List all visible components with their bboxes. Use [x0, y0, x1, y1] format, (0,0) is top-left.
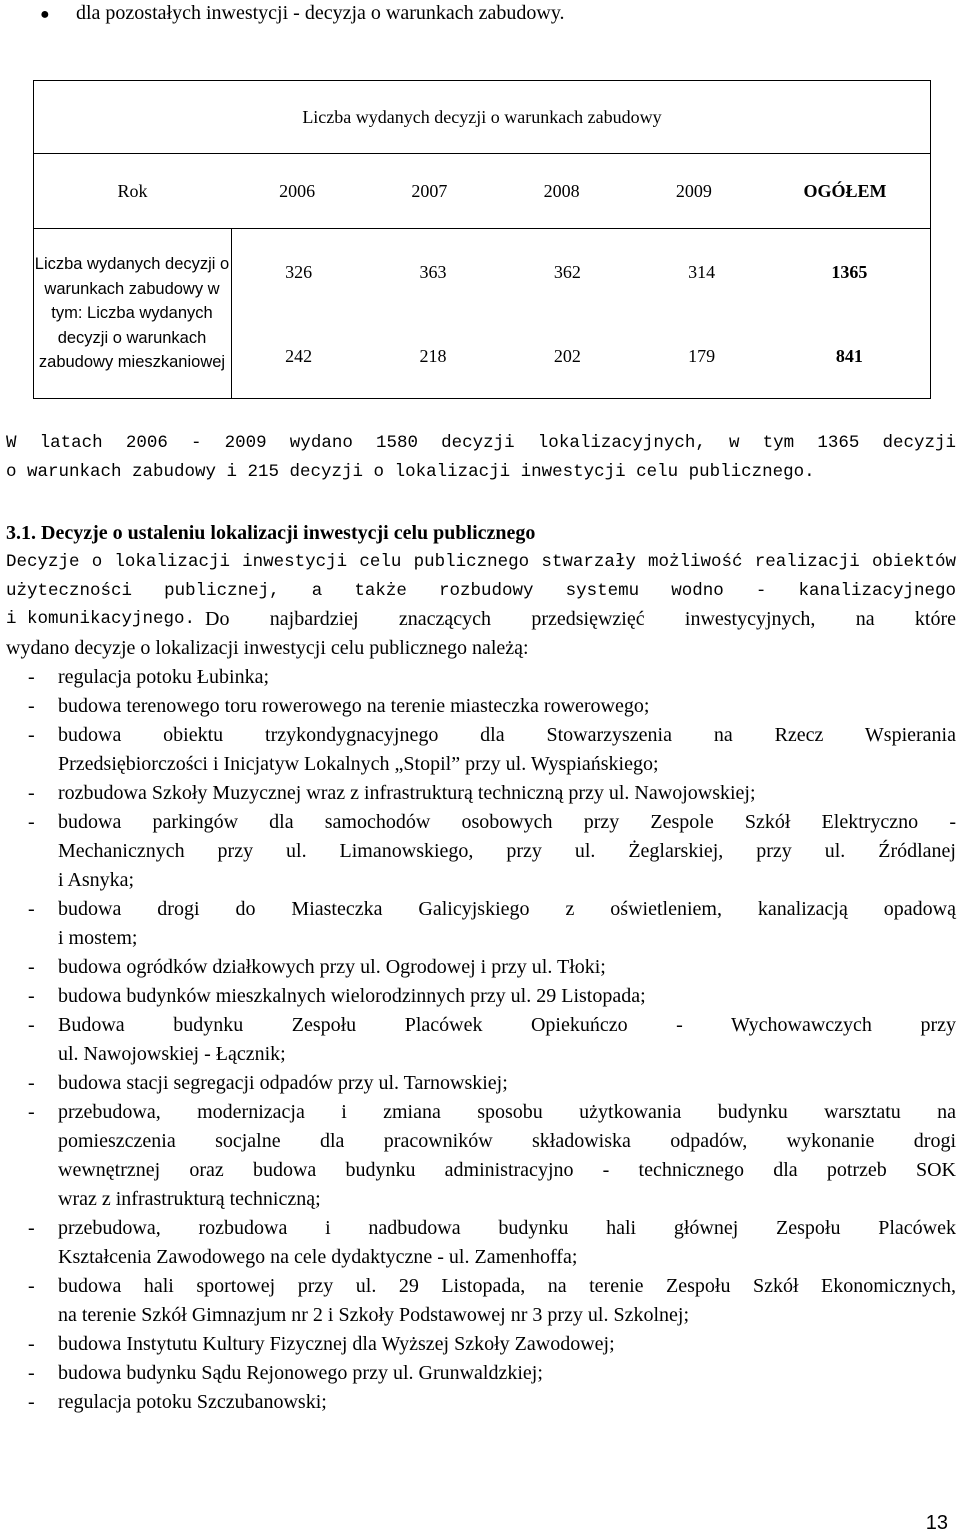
- section-heading: 3.1. Decyzje o ustaleniu lokalizacji inwestycji celu publicznego: [6, 522, 536, 544]
- list-item: [28, 1214, 956, 1272]
- list-item: [28, 779, 956, 808]
- section-line-1: Decyzje o lokalizacji inwestycji celu publicznego stwarzały możliwość realizacji obiektów: [6, 552, 956, 572]
- bullet-dot-icon: ●: [40, 6, 50, 23]
- list-dash: -: [28, 898, 35, 920]
- list-dash: -: [28, 724, 35, 746]
- section-line-3-serif: Do najbardziej znaczących przedsięwzięć inwestycyjnych, na które: [205, 608, 956, 630]
- list-item-text: [58, 1011, 956, 1069]
- list-item-line: budowa hali sportowej przy ul. 29 Listopada, na terenie Zespołu Szkół Ekonomicznych,: [58, 1275, 956, 1297]
- list-item-text: [58, 1098, 956, 1214]
- cell-value: 362: [553, 261, 581, 282]
- list-item-text: [58, 895, 956, 953]
- section-line-3: [6, 605, 956, 634]
- list-item: [28, 1330, 956, 1359]
- list-dash: -: [28, 1217, 35, 1239]
- list-dash: -: [28, 985, 35, 1007]
- list-dash: -: [28, 782, 35, 804]
- list-item-line: Budowa budynku Zespołu Placówek Opiekuńczo - Wychowawczych przy: [58, 1014, 956, 1036]
- list-item-line: budowa Instytutu Kultury Fizycznej dla Wyższej Szkoły Zawodowej;: [58, 1333, 615, 1355]
- list-dash: -: [28, 695, 35, 717]
- list-item-line: wewnętrznej oraz budowa budynku administracyjno - technicznego dla potrzeb SOK: [58, 1159, 956, 1181]
- list-item-line: Przedsiębiorczości i Inicjatyw Lokalnych „Stopil” przy ul. Wyspiańskiego;: [58, 753, 659, 775]
- summary-line-2: o warunkach zabudowy i 215 decyzji o lokalizacji inwestycji celu publicznego.: [6, 462, 815, 482]
- list-dash: -: [28, 811, 35, 833]
- list-item: [28, 953, 956, 982]
- decisions-table: [33, 80, 931, 399]
- page-number: 13: [925, 1512, 948, 1534]
- list-dash: -: [28, 1362, 35, 1384]
- intro-bullet: [40, 0, 565, 28]
- list-item-line: pomieszczenia socjalne dla pracowników składowiska odpadów, wykonanie drogi: [58, 1130, 956, 1152]
- list-item-line: budowa obiektu trzykondygnacyjnego dla Stowarzyszenia na Rzecz Wspierania: [58, 724, 956, 746]
- summary-line-1: W latach 2006 - 2009 wydano 1580 decyzji lokalizacyjnych, w tym 1365 decyzji: [6, 433, 956, 453]
- list-item-line: budowa budynku Sądu Rejonowego przy ul. Grunwaldzkiej;: [58, 1362, 543, 1384]
- list-item: [28, 1011, 956, 1069]
- header-year: Rok: [34, 154, 232, 229]
- list-item: [28, 1388, 956, 1417]
- list-dash: -: [28, 1333, 35, 1355]
- row-label: Liczba wydanych decyzji o warunkach zabudowy w tym: Liczba wydanych decyzji o warunkach zabudowy mieszkaniowej: [34, 255, 230, 372]
- cell-value: 326: [285, 261, 313, 282]
- table-row: [232, 230, 931, 314]
- list-item: [28, 1272, 956, 1330]
- header-total: OGÓŁEM: [760, 154, 931, 229]
- list-item-text: [58, 721, 956, 779]
- list-dash: -: [28, 1391, 35, 1413]
- list-item: [28, 895, 956, 953]
- list-item-text: [58, 1388, 956, 1417]
- cell-value: 314: [688, 261, 716, 282]
- intro-bullet-text: dla pozostałych inwestycji - decyzja o warunkach zabudowy.: [76, 2, 565, 24]
- list-item-line: przebudowa, rozbudowa i nadbudowa budynku hali głównej Zespołu Placówek: [58, 1217, 956, 1239]
- list-item-text: [58, 953, 956, 982]
- list-item-line: budowa parkingów dla samochodów osobowych przy Zespole Szkół Elektryczno -: [58, 811, 956, 833]
- list-item-line: budowa ogródków działkowych przy ul. Ogrodowej i przy ul. Tłoki;: [58, 956, 606, 978]
- list-item-text: [58, 1272, 956, 1330]
- list-dash: -: [28, 1275, 35, 1297]
- list-item-line: i mostem;: [58, 927, 138, 949]
- list-item-line: budowa drogi do Miasteczka Galicyjskiego z oświetleniem, kanalizacją opadową: [58, 898, 956, 920]
- list-item-text: [58, 808, 956, 895]
- list-item-line: przebudowa, modernizacja i zmiana sposobu użytkowania budynku warsztatu na: [58, 1101, 956, 1123]
- list-item: [28, 1098, 956, 1214]
- section-line-2: użyteczności publicznej, a także rozbudowy systemu wodno - kanalizacyjnego: [6, 581, 956, 601]
- list-item-text: [58, 1330, 956, 1359]
- list-item-line: Kształcenia Zawodowego na cele dydaktyczne - ul. Zamenhoffa;: [58, 1246, 578, 1268]
- cell-value: 363: [419, 261, 447, 282]
- section-line-4: wydano decyzje o lokalizacji inwestycji celu publicznego należą:: [6, 637, 529, 659]
- list-item-text: [58, 1069, 956, 1098]
- list-item: [28, 721, 956, 779]
- table-header-row: [34, 154, 931, 229]
- list-item-line: regulacja potoku Łubinka;: [58, 666, 270, 688]
- row-label-cell: [34, 229, 232, 399]
- list-item: [28, 982, 956, 1011]
- cell-total: 841: [835, 345, 863, 366]
- investment-list: [28, 663, 956, 1417]
- cell-value: 202: [553, 345, 581, 366]
- list-item-line: ul. Nawojowskiej - Łącznik;: [58, 1043, 286, 1065]
- header-2009: 2009: [628, 154, 760, 229]
- list-item: [28, 1359, 956, 1388]
- cell-total: 1365: [831, 261, 868, 282]
- list-dash: -: [28, 1072, 35, 1094]
- list-item-text: [58, 982, 956, 1011]
- list-item-line: regulacja potoku Szczubanowski;: [58, 1391, 327, 1413]
- list-dash: -: [28, 1014, 35, 1036]
- header-2007: 2007: [363, 154, 495, 229]
- cell-value: 179: [688, 345, 716, 366]
- list-item: [28, 1069, 956, 1098]
- list-item-text: [58, 663, 956, 692]
- table-title: Liczba wydanych decyzji o warunkach zabudowy: [34, 81, 931, 154]
- list-item-line: wraz z infrastrukturą techniczną;: [58, 1188, 321, 1210]
- list-item-line: budowa terenowego toru rowerowego na terenie miasteczka rowerowego;: [58, 695, 650, 717]
- list-item-line: budowa stacji segregacji odpadów przy ul. Tarnowskiej;: [58, 1072, 508, 1094]
- list-dash: -: [28, 1101, 35, 1123]
- values-cell: [231, 229, 931, 399]
- cell-value: 242: [285, 345, 313, 366]
- list-item: [28, 692, 956, 721]
- list-dash: -: [28, 956, 35, 978]
- cell-value: 218: [419, 345, 447, 366]
- list-dash: -: [28, 666, 35, 688]
- list-item-line: budowa budynków mieszkalnych wielorodzinnych przy ul. 29 Listopada;: [58, 985, 646, 1007]
- list-item-text: [58, 1359, 956, 1388]
- header-2006: 2006: [231, 154, 363, 229]
- list-item-line: i Asnyka;: [58, 869, 135, 891]
- list-item-text: [58, 692, 956, 721]
- list-item: [28, 808, 956, 895]
- list-item-text: [58, 779, 956, 808]
- list-item: [28, 663, 956, 692]
- list-item-line: na terenie Szkół Gimnazjum nr 2 i Szkoły Podstawowej nr 3 przy ul. Szkolnej;: [58, 1304, 689, 1326]
- header-2008: 2008: [496, 154, 628, 229]
- table-row: [232, 314, 931, 398]
- list-item-text: [58, 1214, 956, 1272]
- list-item-line: Mechanicznych przy ul. Limanowskiego, przy ul. Żeglarskiej, przy ul. Źródlanej: [58, 840, 956, 862]
- list-item-line: rozbudowa Szkoły Muzycznej wraz z infrastrukturą techniczną przy ul. Nawojowskiej;: [58, 782, 756, 804]
- section-line-3-mono: i komunikacyjnego.: [6, 609, 196, 629]
